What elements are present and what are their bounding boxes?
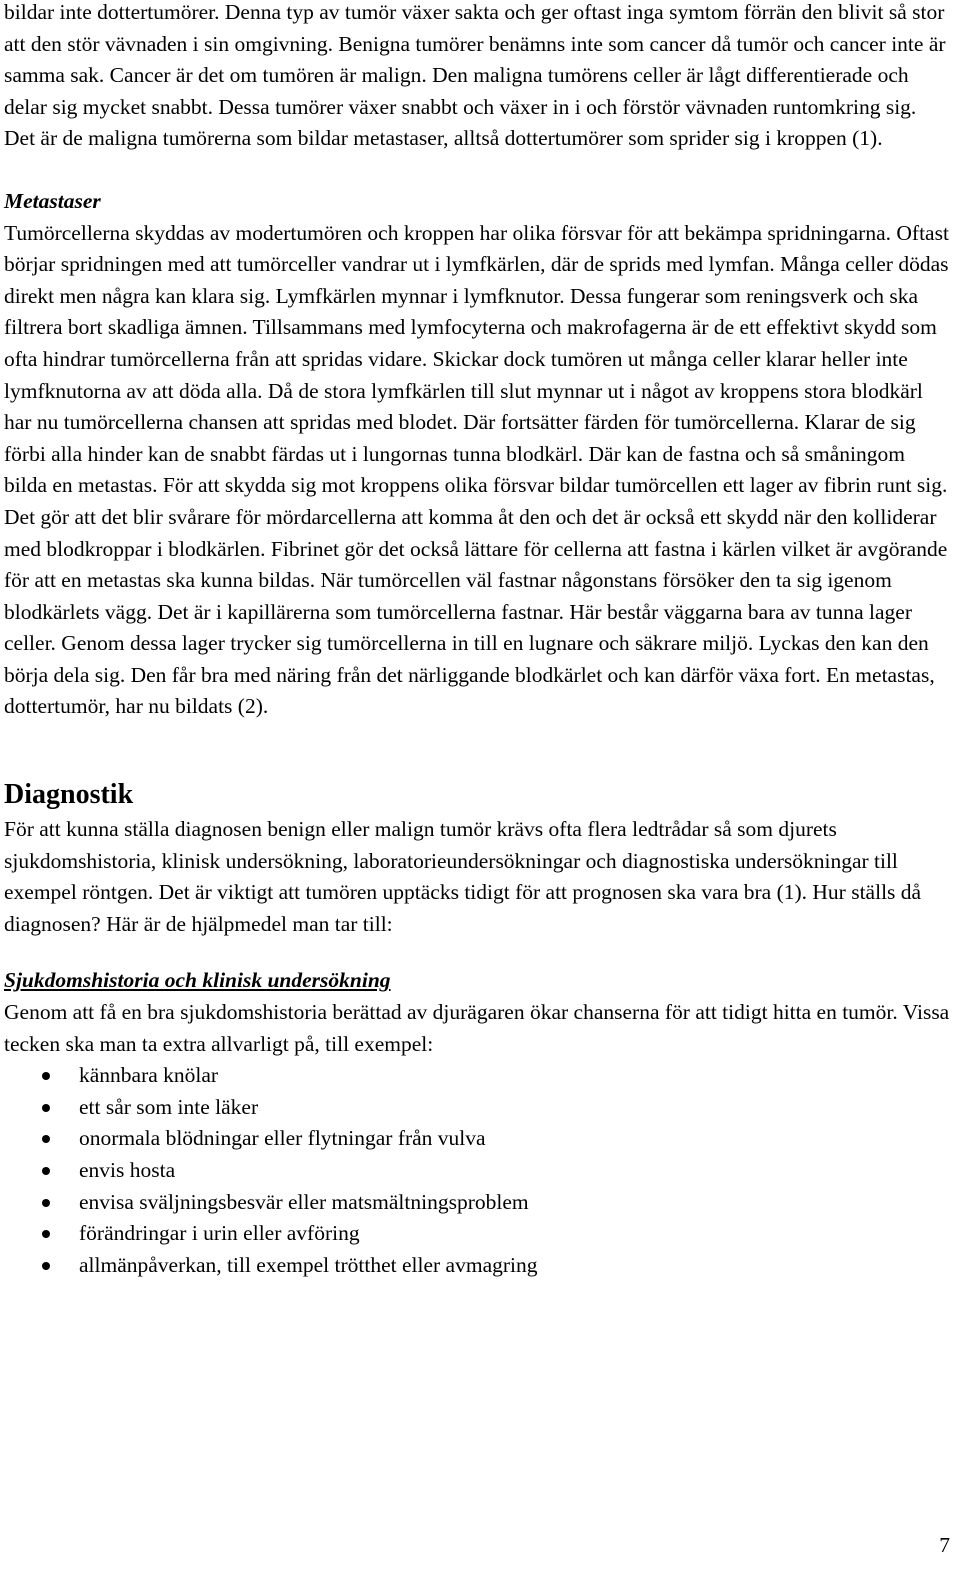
bullet-icon (42, 1262, 50, 1270)
bullet-icon (42, 1230, 50, 1238)
list-item-text: onormala blödningar eller flytningar från vulva (79, 1126, 486, 1151)
intro-paragraph: bildar inte dottertumörer. Denna typ av tumör växer sakta och ger oftast inga symtom förrän den blivit så stor att den stör vävnaden i sin omgivning. Benigna tumörer benämns inte som cancer då tumör och cancer inte är samma sak. Cancer är det om tumören är malign. Den maligna tumörens celler är lågt differentierade och delar sig mycket snabbt. Dessa tumörer växer snabbt och växer in i och förstör vävnaden runtomkring sig. Det är de maligna tumörerna som bildar metastaser, alltså dottertumörer som sprider sig i kroppen (1). (4, 0, 946, 151)
list-item-text: kännbara knölar (79, 1063, 219, 1088)
list-item-text: envis hosta (79, 1158, 176, 1182)
bullet-icon (42, 1104, 50, 1112)
spacer (4, 940, 950, 965)
sjukdomshistoria-heading: Sjukdomshistoria och klinisk undersökning (4, 968, 391, 993)
page-number: 7 (939, 1533, 950, 1557)
bullet-icon (42, 1167, 50, 1175)
list-item (4, 1218, 950, 1250)
document-page (4, 0, 950, 1281)
symptom-list (4, 1060, 950, 1281)
list-item-text: allmänpåverkan, till exempel trötthet eller avmagring (79, 1252, 538, 1277)
diagnostik-paragraph: För att kunna ställa diagnosen benign eller malign tumör krävs ofta flera ledtrådar så som djurets sjukdomshistoria, klinisk undersökning, laboratorieundersökningar och diagnostiska undersökningar till exempel röntgen. Det är viktigt att tumören upptäcks tidigt för att prognosen ska vara bra (1). Hur ställs då diagnosen? Här är de hjälpmedel man tar till: (4, 817, 922, 936)
bullet-icon (42, 1199, 50, 1207)
list-item-text: envisa sväljningsbesvär eller matsmältningsproblem (79, 1189, 529, 1214)
list-item-text: förändringar i urin eller avföring (79, 1221, 360, 1246)
list-item (4, 1250, 950, 1282)
list-item (4, 1187, 950, 1219)
spacer (4, 155, 950, 180)
bullet-icon (42, 1072, 50, 1080)
sjukdomshistoria-paragraph: Genom att få en bra sjukdomshistoria berättad av djurägaren ökar chanserna för att tidigt hitta en tumör. Vissa tecken ska man ta extra allvarligt på, till exempel: (4, 1000, 950, 1056)
metastaser-heading: Metastaser (4, 188, 101, 213)
bullet-icon (42, 1135, 50, 1143)
list-item (4, 1060, 950, 1092)
list-item (4, 1155, 950, 1187)
list-item (4, 1123, 950, 1155)
diagnostik-heading: Diagnostik (4, 779, 134, 811)
metastaser-paragraph: Tumörcellerna skyddas av modertumören och kroppen har olika försvar för att bekämpa spridningarna. Oftast börjar spridningen med att tumörceller vandrar ut i lymfkärlen, där de sprids med lymfan. Många celler dödas direkt men några kan klara sig. Lymfkärlen mynnar i lymfknutor. Dessa fungerar som reningsverk och ska filtrera bort skadliga ämnen. Tillsammans med lymfocyterna och makrofagerna är de ett effektivt skydd som ofta hindrar tumörcellerna från att spridas vidare. Skickar dock tumören ut många celler klarar heller inte lymfknutorna av att döda alla. Då de stora lymfkärlen till slut mynnar ut i något av kroppens stora blodkärl har nu tumörcellerna chansen att spridas med blodet. Där fortsätter färden för tumörcellerna. Klarar de sig förbi alla hinder kan de snabbt färdas ut i lungornas tunna blodkärl. Där kan de fastna och så småningom bilda en metastas. För att skydda sig mot kroppens olika försvar bildar tumörcellen ett lager av fibrin runt sig. Det gör att det blir svårare för mördarcellerna att komma åt den och det är också ett skydd när den kolliderar med blodkroppar i blodkärlen. Fibrinet gör det också lättare för cellerna att fastna i kärlen vilket är avgörande för att en metastas ska kunna bildas. När tumörcellen väl fastnar någonstans försöker den ta sig igenom blodkärlets vägg. Det är i kapillärerna som tumörcellerna fastnar. Här består väggarna bara av tunna lager celler. Genom dessa lager trycker sig tumörcellerna in till en lugnare och säkrare miljö. Lyckas den kan den börja dela sig. Den får bra med näring från det närliggande blodkärlet och kan därför växa fort. En metastas, dottertumör, har nu bildats (2). (4, 220, 949, 719)
list-item (4, 1092, 950, 1124)
list-item-text: ett sår som inte läker (79, 1094, 259, 1119)
